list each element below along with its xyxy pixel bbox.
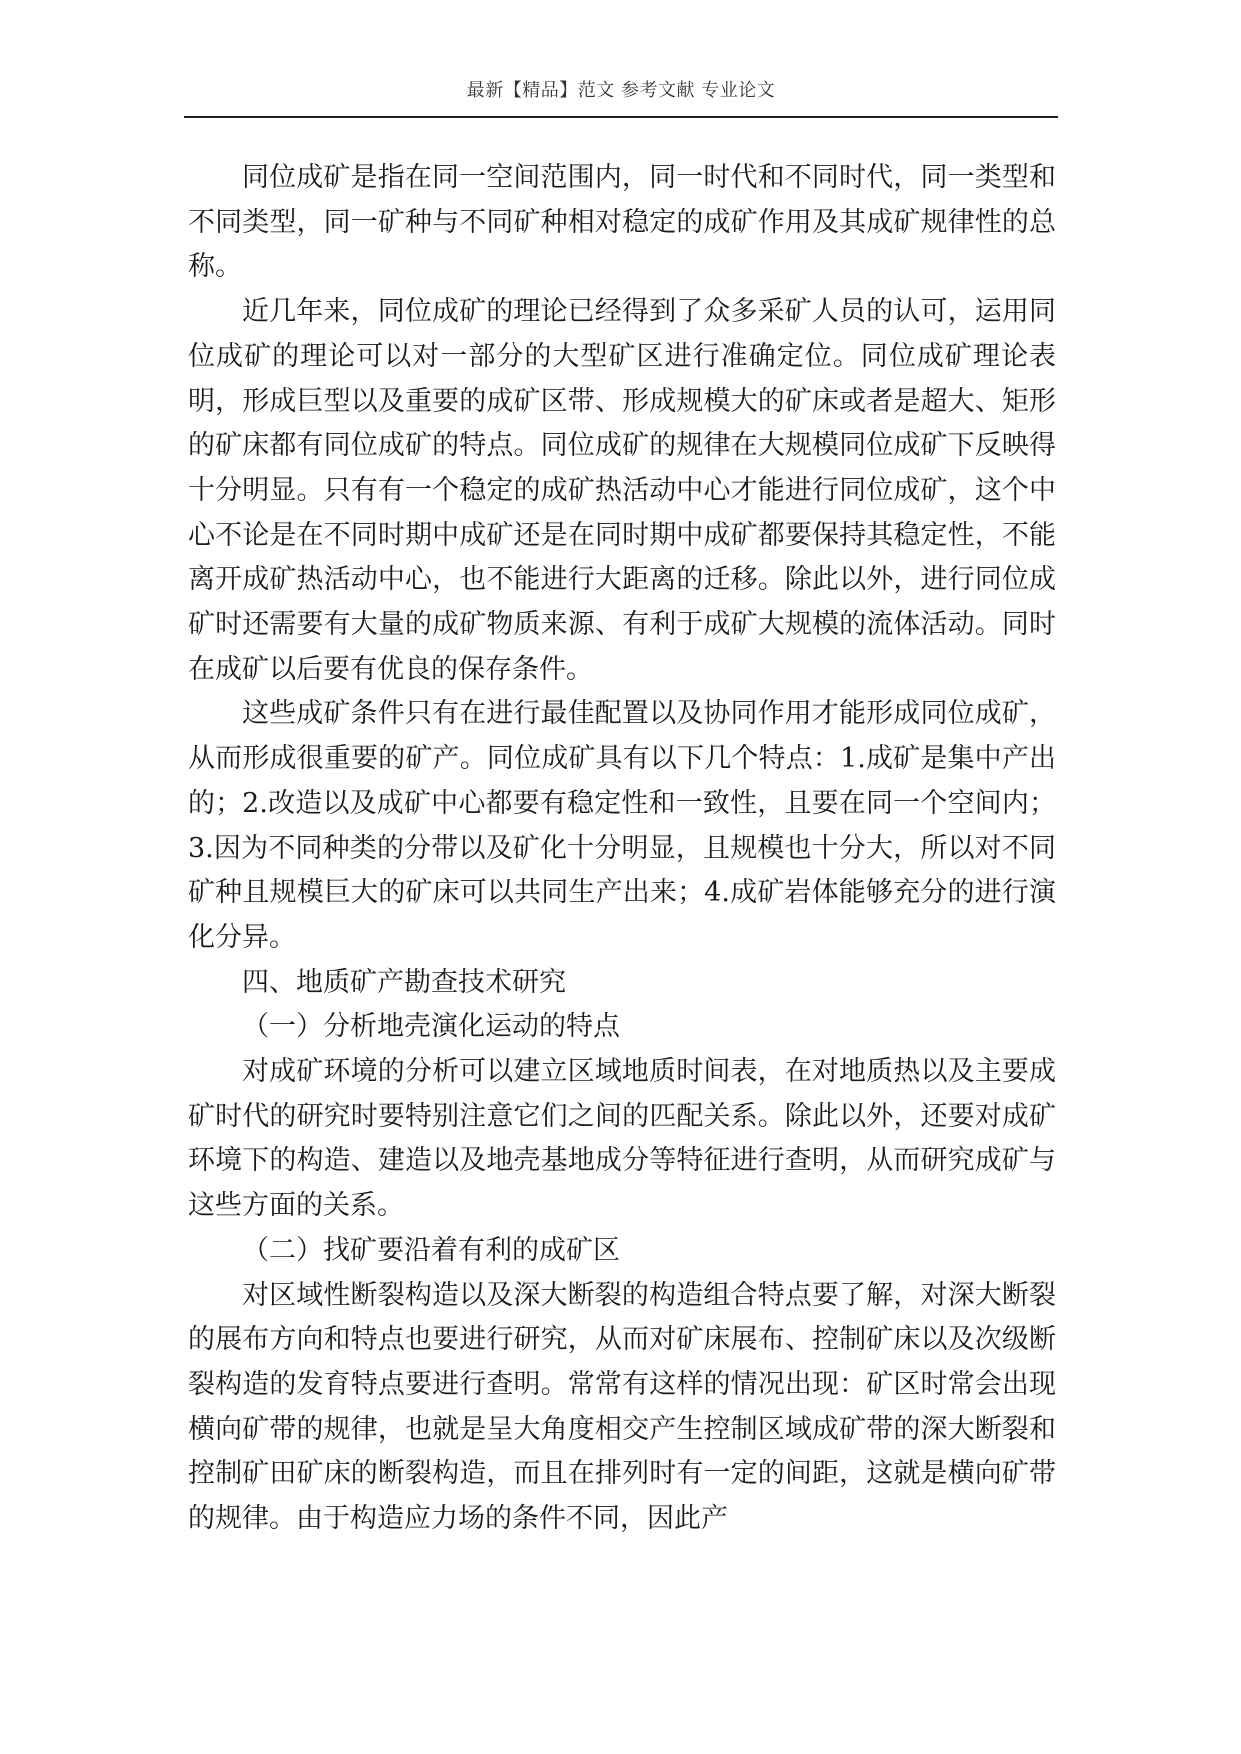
subsection-heading-1: （一）分析地壳演化运动的特点 xyxy=(242,1011,620,1043)
header-text: 最新【精品】范文 参考文献 专业论文 xyxy=(466,80,776,101)
section-heading: 四、地质矿产勘查技术研究 xyxy=(242,966,566,998)
paragraph-faults: 对区域性断裂构造以及深大断裂的构造组合特点要了解，对深大断裂的展布方向和特点也要进行研究，从而对矿床展布、控制矿床以及次级断裂构造的发育特点要进行查明。常常有这样的情况出现：矿区时常会出现横向矿带的规律，也就是呈大角度相交产生控制区域成矿带的深大断裂和控制矿田矿床的断裂构造，而且在排列时有一定的间距，这就是横向矿带的规律。由于构造应力场的条件不同，因此产 xyxy=(188,1279,1056,1535)
paragraph-definition: 同位成矿是指在同一空间范围内，同一时代和不同时代，同一类型和不同类型，同一矿种与不同矿种相对稳定的成矿作用及其成矿规律性的总称。 xyxy=(188,162,1056,283)
paragraph-characteristics: 这些成矿条件只有在进行最佳配置以及协同作用才能形成同位成矿，从而形成很重要的矿产。同位成矿具有以下几个特点：1.成矿是集中产出的；2.改造以及成矿中心都要有稳定性和一致性，且要在同一个空间内；3.因为不同种类的分带以及矿化十分明显，且规模也十分大，所以对不同矿种且规模巨大的矿床可以共同生产出来；4.成矿岩体能够充分的进行演化分异。 xyxy=(188,698,1056,953)
paragraph-environment: 对成矿环境的分析可以建立区域地质时间表，在对地质热以及主要成矿时代的研究时要特别注意它们之间的匹配关系。除此以外，还要对成矿环境下的构造、建造以及地壳基地成分等特征进行查明，从而研究成矿与这些方面的关系。 xyxy=(188,1056,1056,1222)
document-body xyxy=(188,156,1056,1542)
paragraph-theory: 近几年来，同位成矿的理论已经得到了众多采矿人员的认可，运用同位成矿的理论可以对一部分的大型矿区进行准确定位。同位成矿理论表明，形成巨型以及重要的成矿区带、形成规模大的矿床或者是超大、矩形的矿床都有同位成矿的特点。同位成矿的规律在大规模同位成矿下反映得十分明显。只有有一个稳定的成矿热活动中心才能进行同位成矿，这个中心不论是在不同时期中成矿还是在同时期中成矿都要保持其稳定性，不能离开成矿热活动中心，也不能进行大距离的迁移。除此以外，进行同位成矿时还需要有大量的成矿物质来源、有利于成矿大规模的流体活动。同时在成矿以后要有优良的保存条件。 xyxy=(188,296,1056,685)
subsection-heading-2: （二）找矿要沿着有利的成矿区 xyxy=(242,1234,620,1266)
page-header xyxy=(184,80,1058,118)
